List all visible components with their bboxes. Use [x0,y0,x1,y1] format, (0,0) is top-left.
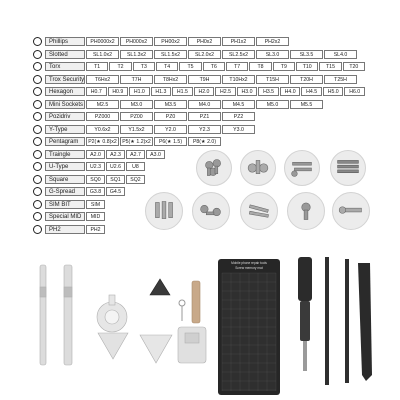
bit-cell: M5.0 [256,100,289,109]
row-label: Trox Security [45,75,85,84]
bit-cell: T10Hx2 [222,75,255,84]
bit-cell: T7H [120,75,153,84]
bit-cell: H0.7 [86,87,107,96]
bit-cell: T7 [226,62,248,71]
bit-cell: SL4.0 [324,50,357,59]
bit-cell: T9 [273,62,295,71]
bit-cell: H3.0 [237,87,258,96]
bit-cell: T8Hx2 [154,75,187,84]
hexagon-icon [33,87,42,96]
suction-cup [97,295,127,332]
row-label: PH2 [45,225,85,234]
row-label: Pozidriv [45,112,85,121]
bit-cell: H4.5 [301,87,322,96]
bit-cell: Y2.0 [154,125,187,134]
bit-cell: PZ000 [86,112,119,121]
row-label: Slotted [45,50,85,59]
screw-photo-3 [284,150,320,186]
bit-cell: PH0000x2 [86,37,119,46]
bit-cell: P2(★ 0.8)x2 [86,137,119,146]
mini-sockets-icon [33,100,42,109]
row-label: Hexagon [45,87,85,96]
bit-cell: H6.0 [344,87,365,96]
pozidriv-icon [33,112,42,121]
slotted-icon [33,50,42,59]
bit-cell: H0.9 [108,87,129,96]
bit-cell: T10 [296,62,318,71]
y-type-icon [33,125,42,134]
torx-icon [33,62,42,71]
bit-cell: T1 [86,62,108,71]
bit-cell: M5.5 [290,100,323,109]
screwdriver [298,257,312,371]
bit-cell: P8(★ 2.0) [188,137,221,146]
bit-cell: T20 [343,62,365,71]
bit-cell: Y1.5x2 [120,125,153,134]
bit-cell: PH00x2 [154,37,187,46]
phillips-icon [33,37,42,46]
bit-cell: PZ00 [120,112,153,121]
bit-cell: M4.0 [188,100,221,109]
bit-cell: MID [86,212,105,221]
bit-cell: PZ1 [188,112,221,121]
bit-cell: P6(★ 1.5) [154,137,187,146]
bit-cell: T6 [203,62,225,71]
sim-bit-icon [33,200,42,209]
bit-cell: H2.0 [194,87,215,96]
bit-extension [192,281,200,323]
bit-cell: SIM [86,200,105,209]
bit-cell: M4.5 [222,100,255,109]
bit-cell: T25H [324,75,357,84]
pry-bar-2 [64,265,72,365]
bit-cell: H2.5 [215,87,236,96]
row-label: Torx [45,62,85,71]
screw-photo-5 [145,192,183,230]
mat-header-1: Mobile phone repair tools [231,261,267,265]
pry-bar-1 [40,265,46,365]
bit-cell: SQ1 [106,175,125,184]
bit-cell: Y2.3 [188,125,221,134]
bit-cell: PH0x2 [188,37,221,46]
bit-cell: T20H [290,75,323,84]
bit-cell: SL1.0x2 [86,50,119,59]
bit-cell: A3.0 [146,150,165,159]
bit-cell: SL3.5 [290,50,323,59]
bit-cell: M3.0 [120,100,153,109]
bit-cell: T4 [156,62,178,71]
row-label: Square [45,175,85,184]
sim-eject-pin [179,300,185,321]
bit-cell: PZ0 [154,112,187,121]
bit-cell: M3.5 [154,100,187,109]
bit-cell: T2 [109,62,131,71]
square-icon [33,175,42,184]
screw-photo-1 [196,150,232,186]
screw-photo-8 [287,192,325,230]
row-label: G-Spread [45,187,85,196]
bit-cell: A2.3 [106,150,125,159]
bit-cell: H1.0 [129,87,150,96]
bit-cell: T15H [256,75,289,84]
row-label: Mini Sockets [45,100,85,109]
screw-photo-7 [240,192,278,230]
bit-cell: H1.5 [172,87,193,96]
row-label: Pentagram [45,137,85,146]
row-label: Phillips [45,37,85,46]
bit-cell: PH1x2 [222,37,255,46]
bit-cell: U8 [126,162,145,171]
bit-cell: T3 [133,62,155,71]
row-label: SIM BIT [45,200,85,209]
bit-cell: U2.3 [86,162,105,171]
ph2-icon [33,225,42,234]
triangle-icon [33,150,42,159]
screw-photo-6 [192,192,230,230]
row-label: Special MID [45,212,85,221]
bit-cell: SQ0 [86,175,105,184]
bit-cell: SL1.5x2 [154,50,187,59]
bit-cell: A2.7 [126,150,145,159]
bit-cell: U2.6 [106,162,125,171]
bit-cell: SQ2 [126,175,145,184]
screw-mat [218,259,280,395]
bit-cell: A2.0 [86,150,105,159]
bit-cell: G3.8 [86,187,105,196]
bit-cell: H1.3 [151,87,172,96]
triangle-pick-dark [150,279,170,295]
bit-cell: G4.5 [106,187,125,196]
bit-cell: T5 [179,62,201,71]
screw-photo-4 [330,150,366,186]
bit-cell: T8 [249,62,271,71]
tool-kit-illustration [0,255,400,400]
screw-photo-2 [240,150,276,186]
bit-cell: T9H [188,75,221,84]
bit-cell: T6Hx2 [86,75,119,84]
row-label: Y-Type [45,125,85,134]
pentagram-icon [33,137,42,146]
bit-cell: PH2x2 [256,37,289,46]
triangle-pick-2 [140,335,172,363]
bit-cell: H3.5 [258,87,279,96]
screw-photo-9 [332,192,370,230]
spudger-2 [345,259,349,383]
tweezers [358,263,372,381]
bit-cell: PH000x2 [120,37,153,46]
bit-holder-block [178,327,206,363]
bit-cell: PZ2 [222,112,255,121]
bit-cell: SL1.3x2 [120,50,153,59]
bit-cell: T15 [319,62,341,71]
bit-cell: P5(★ 1.2)x2 [120,137,153,146]
triangle-pick-1 [98,333,128,359]
row-label: Traingle [45,150,85,159]
spudger-1 [325,257,329,385]
bit-cell: Y3.0 [222,125,255,134]
row-label: U-Type [45,162,85,171]
trox-security-icon [33,75,42,84]
bit-cell: SL2.0x2 [188,50,221,59]
bit-cell: M2.5 [86,100,119,109]
bit-cell: H4.0 [280,87,301,96]
mat-header-2: Screw memory mat [235,266,263,270]
bit-cell: SL3.0 [256,50,289,59]
bit-cell: PH2 [86,225,105,234]
bit-cell: Y0.6x2 [86,125,119,134]
special-mid-icon [33,212,42,221]
bit-cell: SL2.5x2 [222,50,255,59]
u-type-icon [33,162,42,171]
bit-cell: H5.0 [323,87,344,96]
g-spread-icon [33,187,42,196]
